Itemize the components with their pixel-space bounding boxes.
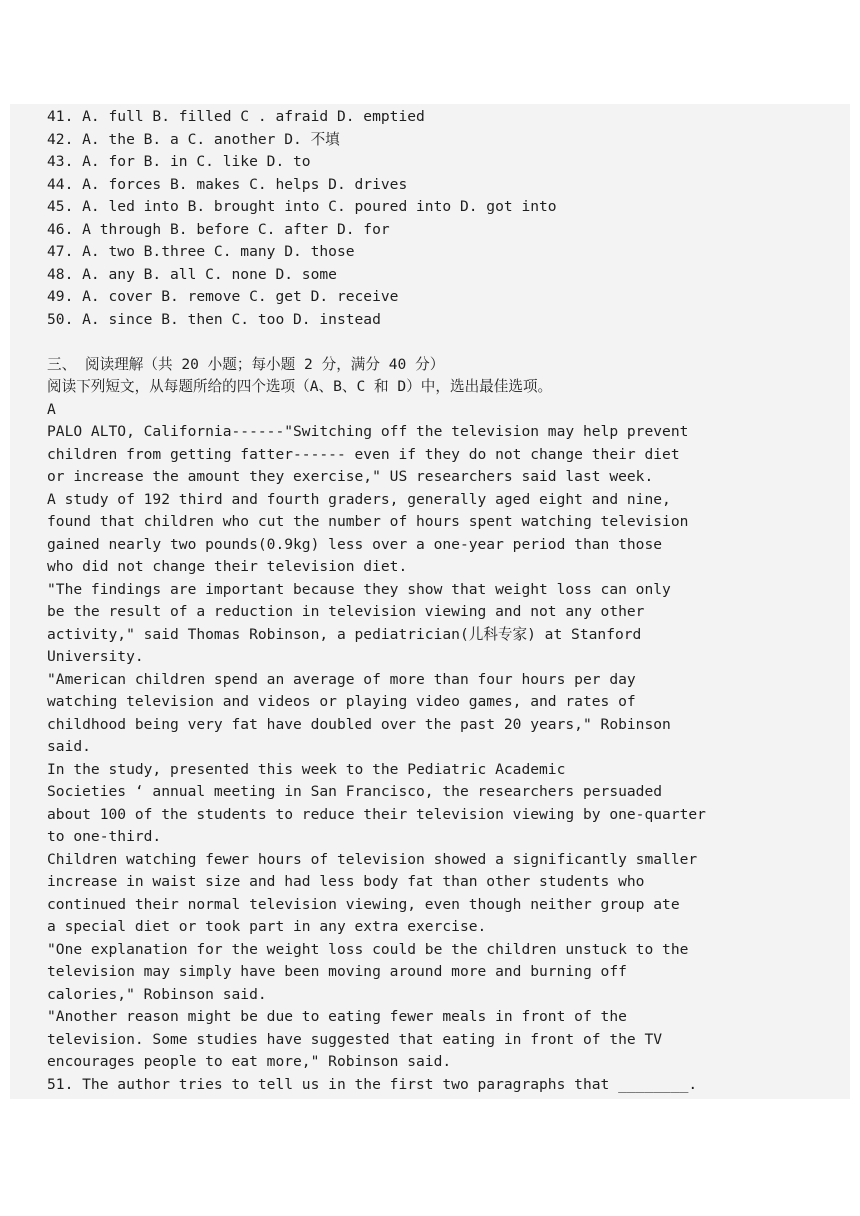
spacer (47, 331, 657, 354)
passage-line: childhood being very fat have doubled over the past 20 years," Robinson (47, 715, 671, 733)
passage-line: "American children spend an average of more than four hours per day (47, 670, 636, 688)
passage-label: A (47, 400, 56, 418)
option-line-41: 41. A. full B. filled C . afraid D. emptied (47, 108, 425, 125)
passage-line: calories," Robinson said. (47, 985, 267, 1003)
passage-line: about 100 of the students to reduce their television viewing by one-quarter (47, 805, 706, 823)
passage-line: PALO ALTO, California------"Switching off the television may help prevent (47, 423, 689, 440)
passage-line: In the study, presented this week to the Pediatric Academic (47, 760, 566, 778)
passage-line: activity," said Thomas Robinson, a pediatrician(儿科专家) at Stanford (47, 625, 642, 643)
passage-line: television may simply have been moving around more and burning off (47, 963, 627, 980)
option-line-43: 43. A. for B. in C. like D. to (47, 153, 311, 170)
option-line-42: 42. A. the B. a C. another D. 不填 (47, 130, 340, 148)
option-line-44: 44. A. forces B. makes C. helps D. drives (47, 175, 408, 193)
passage-line: Children watching fewer hours of television showed a significantly smaller (47, 850, 698, 868)
passage-line: "Another reason might be due to eating fewer meals in front of the (47, 1008, 627, 1025)
section-heading: 三、 阅读理解（共 20 小题；每小题 2 分，满分 40 分） (47, 355, 445, 373)
option-line-50: 50. A. since B. then C. too D. instead (47, 310, 381, 328)
passage-line: or increase the amount they exercise," US researchers said last week. (47, 468, 654, 485)
question-51: 51. The author tries to tell us in the first two paragraphs that ________. (47, 1075, 698, 1093)
passage-line: gained nearly two pounds(0.9kg) less over a one-year period than those (47, 535, 663, 553)
passage-line: Societies ‘ annual meeting in San Francisco, the researchers persuaded (47, 783, 663, 800)
passage-line: continued their normal television viewing, even though neither group ate (47, 895, 680, 913)
passage-line: watching television and videos or playing video games, and rates of (47, 693, 636, 710)
passage-line: to one-third. (47, 828, 162, 845)
passage-line: children from getting fatter------ even if they do not change their diet (47, 445, 680, 463)
option-line-46: 46. A through B. before C. after D. for (47, 220, 390, 238)
passage-line: found that children who cut the number of hours spent watching television (47, 513, 689, 530)
passage-line: television. Some studies have suggested that eating in front of the TV (47, 1030, 663, 1048)
passage-line: said. (47, 738, 91, 755)
passage-line: increase in waist size and had less body fat than other students who (47, 873, 645, 890)
passage-line: who did not change their television diet. (47, 558, 408, 575)
option-line-48: 48. A. any B. all C. none D. some (47, 265, 337, 283)
option-line-47: 47. A. two B.three C. many D. those (47, 243, 355, 260)
option-line-49: 49. A. cover B. remove C. get D. receive (47, 288, 399, 305)
option-line-45: 45. A. led into B. brought into C. poured into D. got into (47, 198, 557, 215)
passage-line: "The findings are important because they show that weight loss can only (47, 580, 671, 598)
cloze-options (47, 106, 657, 331)
document-body (47, 106, 706, 1096)
section-instruction: 阅读下列短文，从每题所给的四个选项（A、B、C 和 D）中，选出最佳选项。 (47, 378, 553, 395)
passage-line: be the result of a reduction in television viewing and not any other (47, 603, 645, 620)
passage-line: a special diet or took part in any extra exercise. (47, 918, 487, 935)
passage-line: encourages people to eat more," Robinson said. (47, 1053, 452, 1070)
passage-line: University. (47, 648, 144, 665)
passage-text (47, 421, 706, 1096)
passage-line: "One explanation for the weight loss could be the children unstuck to the (47, 940, 689, 958)
passage-line: A study of 192 third and fourth graders, generally aged eight and nine, (47, 490, 671, 508)
